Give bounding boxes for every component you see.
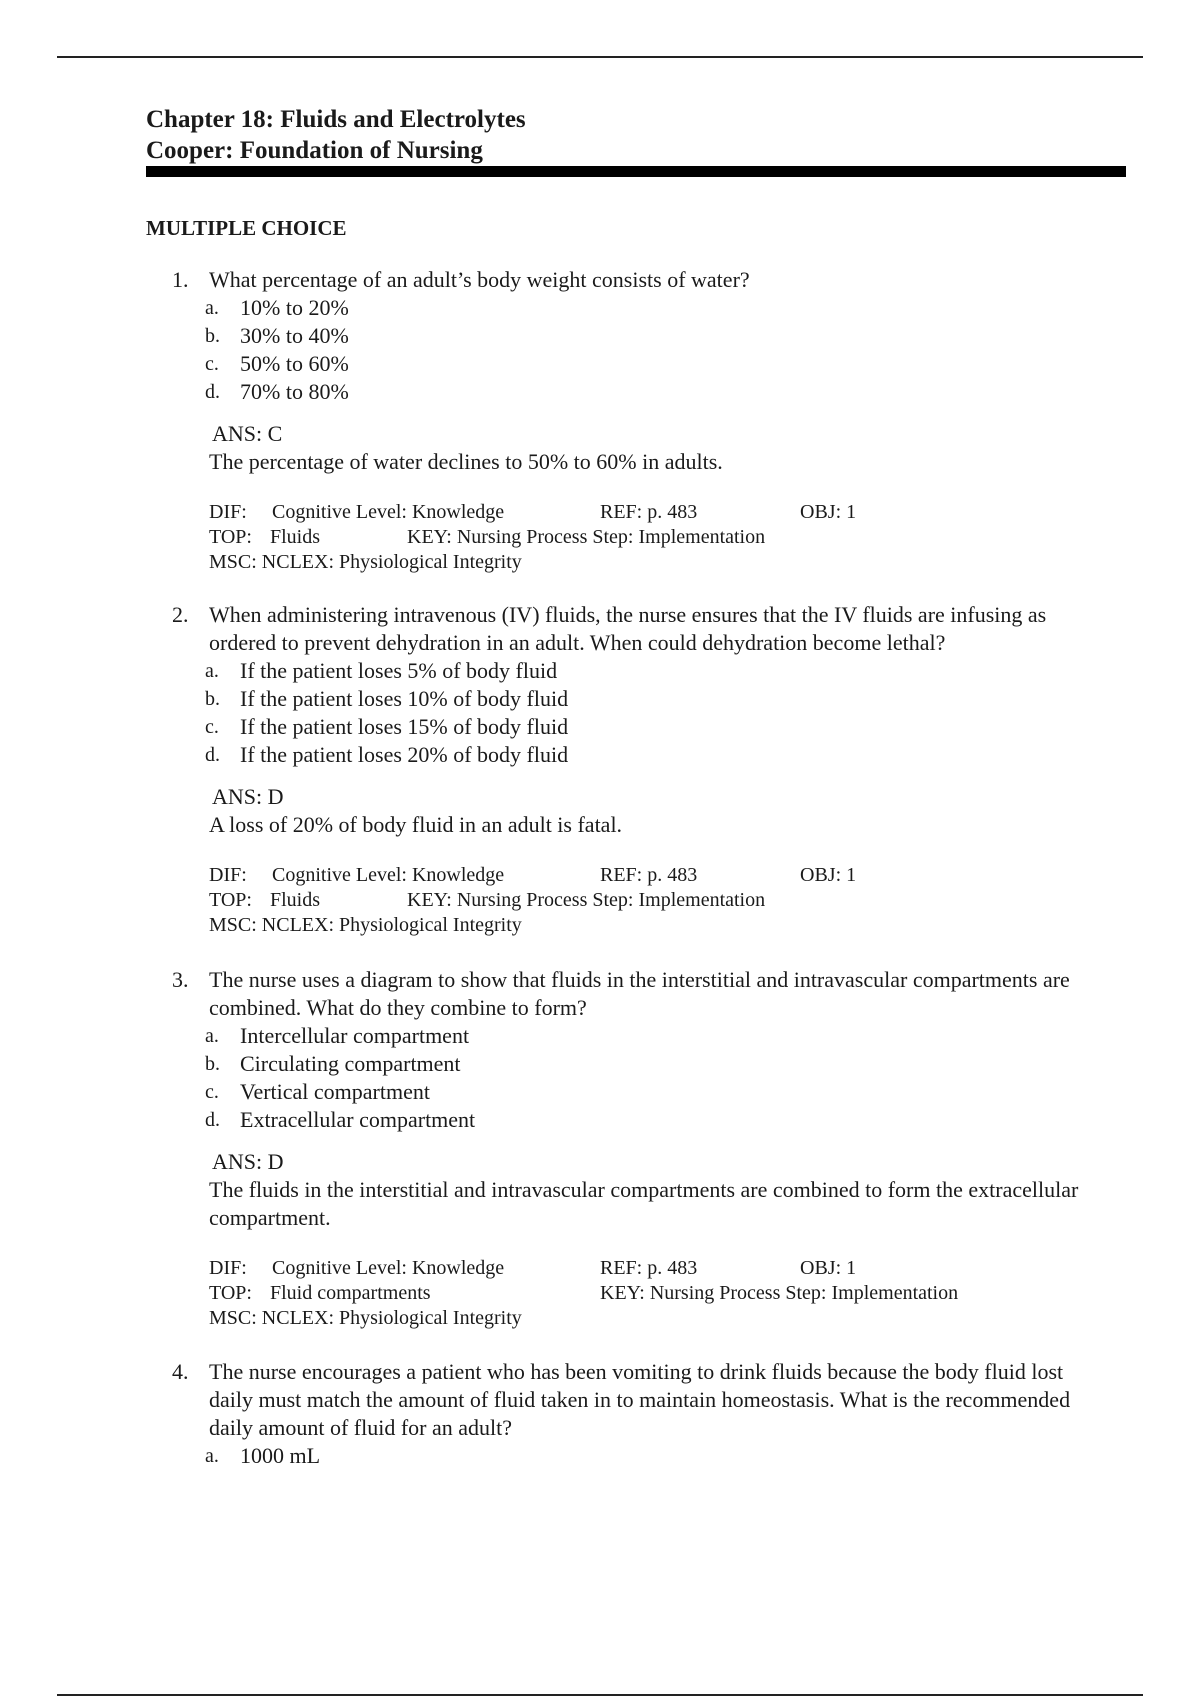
document-header — [146, 104, 1126, 166]
answer-block — [172, 420, 1112, 476]
meta-row-dif — [209, 1256, 1112, 1281]
question-metadata — [172, 863, 1112, 938]
question-4 — [172, 1358, 1112, 1470]
chapter-title: Chapter 18: Fluids and Electrolytes — [146, 106, 526, 133]
msc: MSC: NCLEX: Physiological Integrity — [209, 914, 522, 936]
key: KEY: Nursing Process Step: Implementation — [600, 1282, 959, 1304]
rationale: A loss of 20% of body fluid in an adult is fatal. — [209, 812, 623, 837]
difficulty: Cognitive Level: Knowledge — [272, 864, 505, 886]
question-stem — [172, 266, 1112, 294]
option-b — [172, 685, 1112, 713]
question-text: When administering intravenous (IV) fluids, the nurse ensures that the IV fluids are infusing as ordered to prevent dehydration in an adult. When could dehydration become lethal? — [209, 602, 1047, 655]
option-d — [172, 741, 1112, 769]
top-label: TOP: — [209, 1282, 252, 1304]
answer-block — [172, 1148, 1112, 1232]
question-text: The nurse encourages a patient who has been vomiting to drink fluids because the body fluid lost daily must match the amount of fluid taken in to maintain homeostasis. What is the recommended daily amount of fluid for an adult? — [209, 1359, 1071, 1440]
option-letter: d. — [205, 744, 220, 766]
rationale: The percentage of water declines to 50% to 60% in adults. — [209, 449, 723, 474]
dif-label: DIF: — [209, 501, 247, 523]
top-label: TOP: — [209, 526, 252, 548]
option-letter: c. — [205, 353, 219, 375]
option-text: If the patient loses 10% of body fluid — [240, 686, 569, 711]
option-list — [172, 657, 1112, 769]
question-metadata — [172, 500, 1112, 575]
option-letter: b. — [205, 325, 220, 347]
msc: MSC: NCLEX: Physiological Integrity — [209, 551, 522, 573]
key: KEY: Nursing Process Step: Implementation — [407, 889, 766, 911]
meta-row-dif — [209, 863, 1112, 888]
option-letter: d. — [205, 1109, 220, 1131]
question-stem — [172, 966, 1112, 1022]
question-stem — [172, 601, 1112, 657]
meta-row-top — [209, 1281, 1112, 1306]
answer-key: ANS: C — [212, 421, 283, 446]
topic: Fluids — [270, 526, 321, 548]
option-text: If the patient loses 20% of body fluid — [240, 742, 569, 767]
option-a — [172, 657, 1112, 685]
page-bottom-rule — [57, 1694, 1143, 1696]
meta-row-msc — [209, 913, 1112, 938]
meta-row-dif — [209, 500, 1112, 525]
key: KEY: Nursing Process Step: Implementation — [407, 526, 766, 548]
topic: Fluids — [270, 889, 321, 911]
option-a — [172, 1022, 1112, 1050]
option-text: Intercellular compartment — [240, 1023, 470, 1048]
reference: REF: p. 483 — [600, 1257, 698, 1279]
option-d — [172, 1106, 1112, 1134]
option-b — [172, 322, 1112, 350]
option-text: 1000 mL — [240, 1443, 321, 1468]
header-divider — [146, 166, 1126, 177]
meta-row-top — [209, 888, 1112, 913]
meta-row-msc — [209, 550, 1112, 575]
topic: Fluid compartments — [270, 1282, 431, 1304]
option-text: If the patient loses 5% of body fluid — [240, 658, 558, 683]
top-label: TOP: — [209, 889, 252, 911]
dif-label: DIF: — [209, 1257, 247, 1279]
meta-row-top — [209, 525, 1112, 550]
option-letter: a. — [205, 1445, 219, 1467]
rationale: The fluids in the interstitial and intravascular compartments are combined to form the extracellular compartment. — [209, 1177, 1079, 1230]
reference: REF: p. 483 — [600, 864, 698, 886]
answer-key: ANS: D — [212, 784, 284, 809]
option-text: Vertical compartment — [240, 1079, 430, 1104]
option-letter: a. — [205, 297, 219, 319]
question-number: 4. — [172, 1359, 189, 1384]
question-number: 3. — [172, 967, 189, 992]
option-list — [172, 1442, 1112, 1470]
difficulty: Cognitive Level: Knowledge — [272, 1257, 505, 1279]
option-letter: d. — [205, 381, 220, 403]
question-1 — [172, 266, 1112, 575]
option-a — [172, 1442, 1112, 1470]
option-text: 70% to 80% — [240, 379, 349, 404]
option-text: 30% to 40% — [240, 323, 349, 348]
option-list — [172, 1022, 1112, 1134]
objective: OBJ: 1 — [800, 501, 857, 523]
option-letter: a. — [205, 660, 219, 682]
dif-label: DIF: — [209, 864, 247, 886]
question-metadata — [172, 1256, 1112, 1331]
option-letter: b. — [205, 1053, 220, 1075]
reference: REF: p. 483 — [600, 501, 698, 523]
book-title: Cooper: Foundation of Nursing — [146, 137, 483, 164]
option-letter: a. — [205, 1025, 219, 1047]
option-letter: b. — [205, 688, 220, 710]
page-top-rule — [57, 56, 1143, 58]
question-2 — [172, 601, 1112, 938]
option-b — [172, 1050, 1112, 1078]
option-list — [172, 294, 1112, 406]
option-letter: c. — [205, 1081, 219, 1103]
answer-key: ANS: D — [212, 1149, 284, 1174]
option-text: 10% to 20% — [240, 295, 349, 320]
option-c — [172, 713, 1112, 741]
option-a — [172, 294, 1112, 322]
meta-row-msc — [209, 1306, 1112, 1331]
option-c — [172, 1078, 1112, 1106]
question-text: The nurse uses a diagram to show that fluids in the interstitial and intravascular compartments are combined. What do they combine to form? — [209, 967, 1070, 1020]
objective: OBJ: 1 — [800, 864, 857, 886]
question-stem — [172, 1358, 1112, 1442]
msc: MSC: NCLEX: Physiological Integrity — [209, 1307, 522, 1329]
question-number: 1. — [172, 267, 189, 292]
option-text: 50% to 60% — [240, 351, 349, 376]
question-number: 2. — [172, 602, 189, 627]
option-text: Extracellular compartment — [240, 1107, 476, 1132]
difficulty: Cognitive Level: Knowledge — [272, 501, 505, 523]
option-c — [172, 350, 1112, 378]
option-text: Circulating compartment — [240, 1051, 461, 1076]
answer-block — [172, 783, 1112, 839]
question-text: What percentage of an adult’s body weight consists of water? — [209, 267, 750, 292]
option-letter: c. — [205, 716, 219, 738]
objective: OBJ: 1 — [800, 1257, 857, 1279]
option-d — [172, 378, 1112, 406]
section-heading: MULTIPLE CHOICE — [146, 216, 347, 240]
option-text: If the patient loses 15% of body fluid — [240, 714, 569, 739]
question-3 — [172, 966, 1112, 1331]
